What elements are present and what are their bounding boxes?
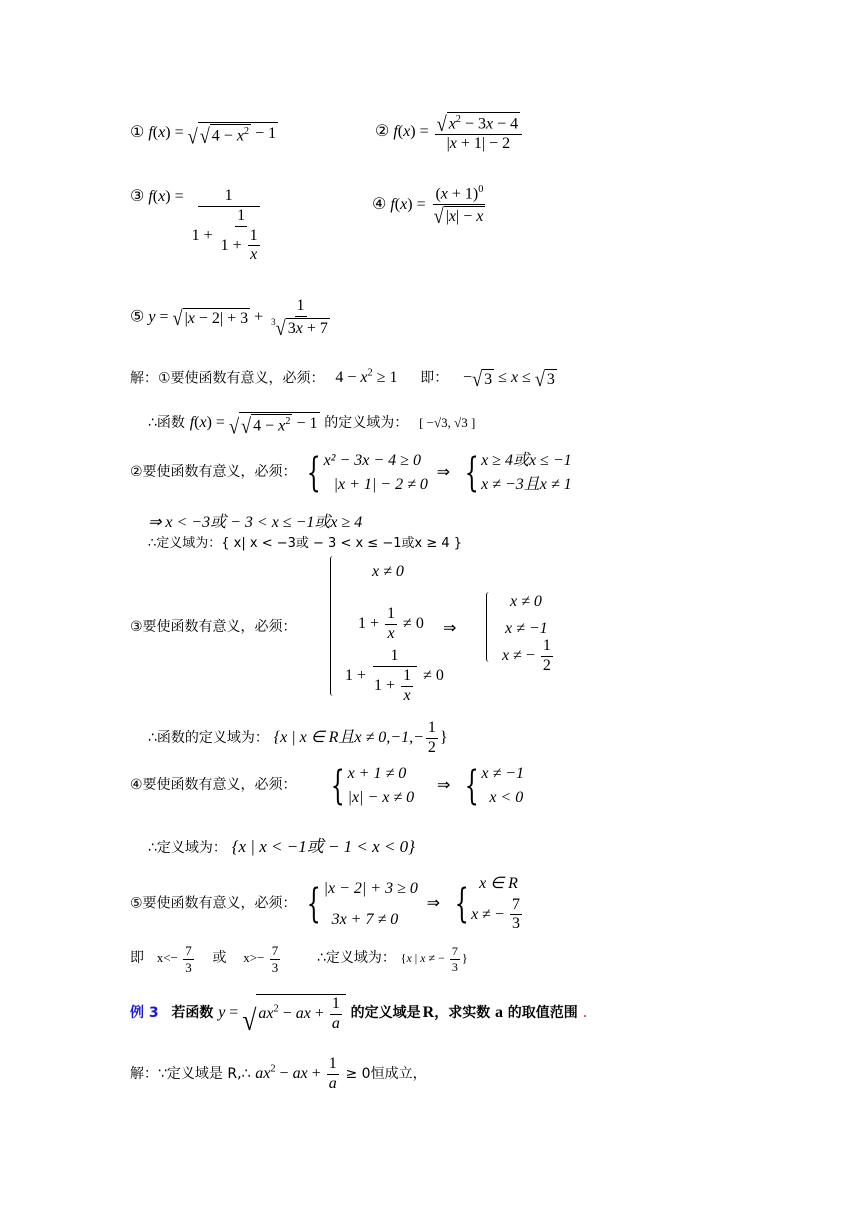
example-3: 例 3 若函数 y = √ $ax^2$ − ax + $\frac{1}{a}$ 的定义域是 R，求实数 a 的取值范围 . (130, 995, 588, 1038)
answer-prefix: 解：∵定义域是 R,∴ (130, 1065, 251, 1082)
solution-5-range: 即 x<− $\frac{7}{3}$ 或 x>− $\frac{7}{3}$ ∴定义域为： {x | x ≠ − $\frac{7}{3}$ } (130, 943, 468, 975)
s5-cond-1: |x − 2| + 3 ≥ 0 (323, 879, 418, 897)
example-text: ，求实数 (434, 1004, 491, 1021)
s2-cond-2: |x + 1| − 2 ≠ 0 (333, 475, 428, 493)
s2-prefix: ②要使函数有意义，必须： (130, 463, 297, 480)
s3-implies: ⇒ (443, 620, 457, 637)
domain-prefix: ∴定义域为： (316, 950, 396, 967)
solution-3-domain: ∴函数的定义域为： {x | x ∈ R且x ≠ 0,−1,− $\frac{1}{2}$ } (148, 719, 448, 756)
example-text: 的取值范围 (507, 1004, 578, 1021)
brace-line (330, 556, 333, 696)
s4-cond-2: |x| − x ≠ 0 (347, 788, 415, 806)
solution-1-domain: ∴函数 f(x) = √ √ $4 - x^2$ − 1 的定义域为： [ −√3, √3 ] (148, 412, 475, 435)
s3-res-1: x ≠ 0 (510, 593, 542, 610)
s3-cond-2: 1 + $\frac{1}{x}$ ≠ 0 (358, 605, 424, 642)
s5-res-1: x ∈ R (479, 875, 518, 892)
domain-value: [ −√3, √3 ] (419, 415, 476, 431)
solution-2-line: ⇒ x < −3或 − 3 < x ≤ −1或x ≥ 4 (148, 514, 363, 531)
s5-prefix: ⑤要使函数有意义，必须： (130, 895, 297, 912)
or-label: 或 (212, 950, 227, 967)
function-5: ⑤ y = √ |x − 2| + 3 + 1 $^3$ √ 3x + 7 (130, 297, 328, 340)
ji-label: 即： (420, 370, 449, 387)
answer-suffix: ≥ 0恒成立， (345, 1065, 427, 1082)
example-text: R (422, 1003, 435, 1021)
example-text: a (494, 1003, 503, 1021)
s2-res-2: x ≠ −3且x ≠ 1 (481, 475, 572, 493)
solution-4-domain (148, 838, 415, 857)
solution-2-system: ②要使函数有意义，必须： { x² − 3x − 4 ≥ 0 |x + 1| − 2 ≠ 0 ⇒ { x ≥ 4或x ≤ −1 x ≠ −3且x ≠ 1 (130, 449, 572, 496)
example-text: 若函数 (171, 1004, 214, 1021)
s3-cond-3: 1 + 1 1 + $\frac{1}{x}$ ≠ 0 (345, 647, 444, 704)
s2-res-1: x ≥ 4或x ≤ −1 (481, 452, 572, 469)
item-label: ② (375, 123, 390, 141)
s2-cond-1: x² − 3x − 4 ≥ 0 (323, 452, 421, 469)
solution-5-system: ⑤要使函数有意义，必须： { |x − 2| + 3 ≥ 0 3x + 7 ≠ 0 ⇒ { x ∈ R x ≠ − $\frac{7}{3}$ (130, 875, 524, 933)
function-4: ④ f(x) = $(x + 1)^0$ √ |x| − x (372, 184, 484, 228)
solution-intro: 解：①要使函数有意义，必须： (130, 370, 325, 387)
mark: . (582, 1002, 588, 1021)
solution-2-domain: ∴定义域为：{ x| x < −3或 − 3 < x ≤ −1或x ≥ 4 } (148, 536, 463, 551)
s4-cond-1: x + 1 ≠ 0 (347, 765, 407, 782)
domain-mid: 的定义域为： (324, 415, 409, 432)
s4-res-1: x ≠ −1 (481, 765, 525, 782)
solution-3-prefix: ③要使函数有意义，必须： (130, 619, 297, 635)
s3-res-2: x ≠ −1 (505, 620, 548, 637)
example-text: 的定义域是 (350, 1004, 421, 1021)
ji-label: 即 (130, 950, 144, 967)
s3-cond-1: x ≠ 0 (372, 563, 404, 580)
domain-prefix: ∴定义域为： (148, 840, 227, 856)
s4-prefix: ④要使函数有意义，必须： (130, 776, 297, 793)
example-3-answer: 解：∵定义域是 R,∴ $ax^2$ − ax + $\frac{1}{a}$ ≥ 0恒成立， (130, 1055, 427, 1092)
function-1: ① f(x) = √ √ $4 - x^2$ − 1 (130, 122, 278, 145)
solution-1-line: 解：①要使函数有意义，必须： $4 - x^2 \ge 1$ 即： − √ 3 ≤ x ≤ √ 3 (130, 367, 555, 391)
function-3: ③ f(x) = 1 1 + 1 1 + $\frac{1}{x}$ (130, 187, 258, 264)
domain-value: {x | x ∈ R且x ≠ 0,−1,− (273, 728, 424, 746)
s5-cond-2: 3x + 7 ≠ 0 (331, 911, 399, 929)
function-2: ② f(x) = √ $x^2 - 3x - 4$ |x + 1| − 2 (375, 112, 524, 153)
example-label: 例 3 (130, 1004, 159, 1021)
brace-line (486, 592, 489, 662)
item-label: ③ (130, 188, 145, 205)
domain-prefix: ∴函数 (148, 415, 185, 432)
item-label: ⑤ (130, 308, 145, 326)
s3-res-3: x ≠ − $\frac{1}{2}$ (502, 637, 551, 674)
domain-value: {x | x < −1或 − 1 < x < 0} (231, 837, 415, 856)
s4-res-2: x < 0 (489, 788, 524, 806)
domain-prefix: ∴函数的定义域为： (148, 729, 269, 746)
item-label: ④ (372, 196, 387, 214)
solution-4-system: ④要使函数有意义，必须： { x + 1 ≠ 0 |x| − x ≠ 0 ⇒ { x ≠ −1 x < 0 (130, 762, 525, 809)
item-label: ① (130, 124, 145, 142)
